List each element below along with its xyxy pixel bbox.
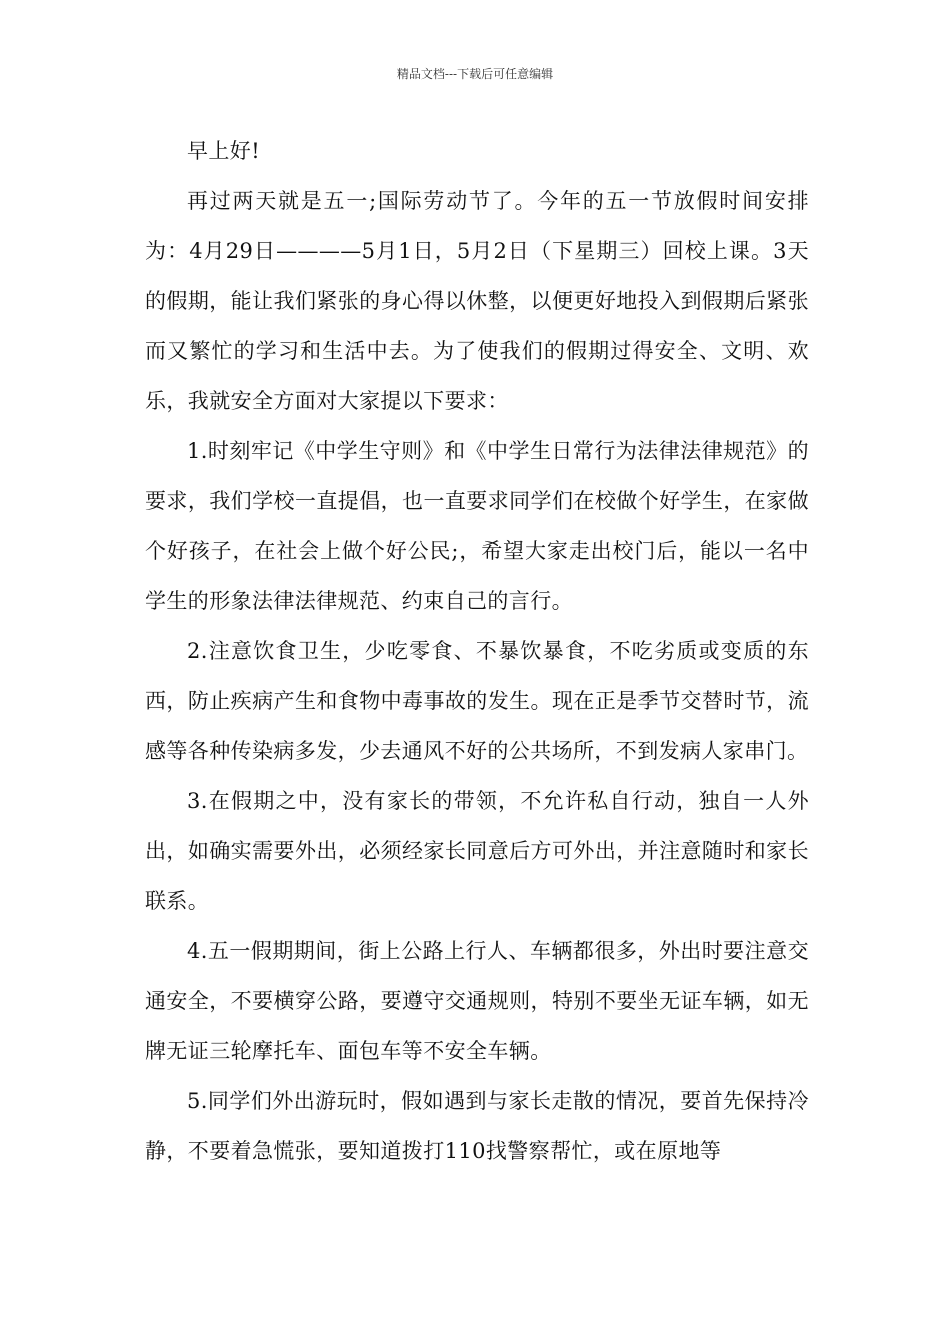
rule-paragraph-5: 5.同学们外出游玩时，假如遇到与家长走散的情况，要首先保持冷静，不要着急慌张，要知道拨打110找警察帮忙，或在原地等 (145, 1089, 809, 1163)
rule-paragraph-3: 3.在假期之中，没有家长的带领，不允许私自行动，独自一人外出，如确实需要外出，必须经家长同意后方可外出，并注意随时和家长联系。 (145, 789, 809, 913)
intro-paragraph: 再过两天就是五一;国际劳动节了。今年的五一节放假时间安排为：4月29日————5月1日，5月2日（下星期三）回校上课。3天的假期，能让我们紧张的身心得以休整，以便更好地投入到假期后紧张而又繁忙的学习和生活中去。为了使我们的假期过得安全、文明、欢乐，我就安全方面对大家提以下要求： (145, 189, 809, 413)
rule-paragraph-4: 4.五一假期期间，街上公路上行人、车辆都很多，外出时要注意交通安全，不要横穿公路，要遵守交通规则，特别不要坐无证车辆，如无牌无证三轮摩托车、面包车等不安全车辆。 (145, 939, 809, 1063)
rule-paragraph-2: 2.注意饮食卫生，少吃零食、不暴饮暴食，不吃劣质或变质的东西，防止疾病产生和食物中毒事故的发生。现在正是季节交替时节，流感等各种传染病多发，少去通风不好的公共场所，不到发病人家串门。 (145, 639, 809, 763)
rule-paragraph-1: 1.时刻牢记《中学生守则》和《中学生日常行为法律法律规范》的要求，我们学校一直提倡，也一直要求同学们在校做个好学生，在家做个好孩子，在社会上做个好公民;，希望大家走出校门后，能以一名中学生的形象法律法律规范、约束自己的言行。 (145, 439, 809, 613)
greeting-paragraph: 早上好! (187, 139, 261, 163)
document-body (145, 126, 809, 1176)
page-header: 精品文档---下载后可任意编辑 (396, 67, 554, 81)
